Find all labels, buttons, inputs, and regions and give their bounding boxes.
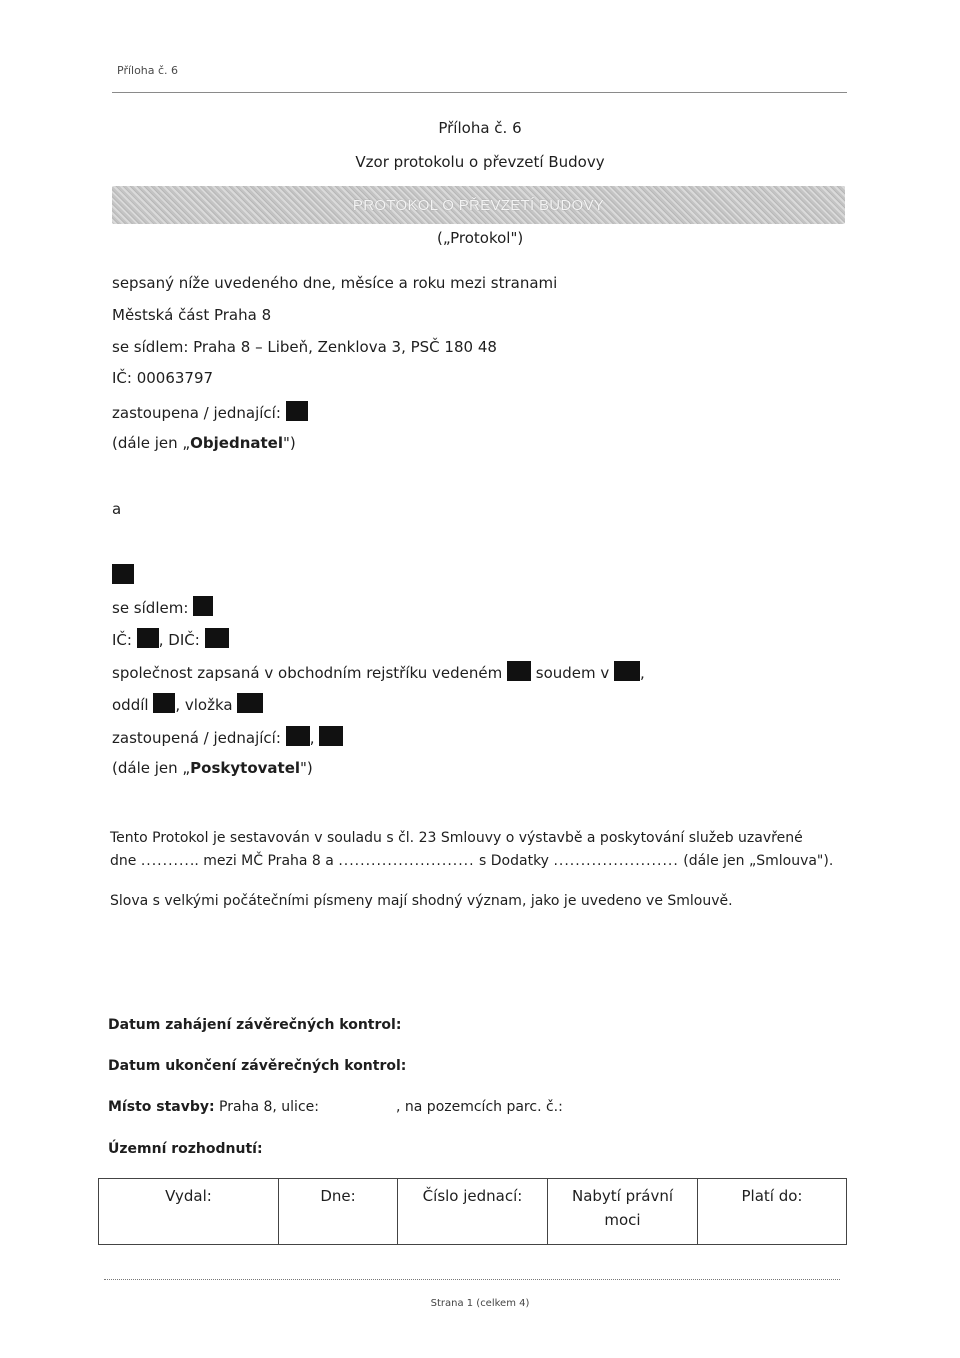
protocol-alias-note: („Protokol") xyxy=(437,229,524,247)
client-seat: se sídlem: Praha 8 – Libeň, Zenklova 3, PSČ 180 48 xyxy=(112,338,497,356)
provider-name-redaction xyxy=(112,564,134,585)
redaction-box xyxy=(193,596,213,616)
redaction-box xyxy=(237,693,263,713)
body-line-1: Tento Protokol je sestavován v souladu s čl. 23 Smlouvy o výstavbě a poskytování služeb uzavřené xyxy=(110,830,803,846)
page-number: Strana 1 (celkem 4) xyxy=(430,1298,530,1309)
body-text: s Dodatky xyxy=(479,853,549,869)
blank-dots: ......................... xyxy=(338,853,475,869)
provider-section-label: oddíl xyxy=(112,696,149,714)
inspection-start-label: Datum zahájení závěrečných kontrol: xyxy=(108,1017,402,1033)
construction-site-value: Praha 8, ulice: xyxy=(219,1099,319,1115)
redaction-box xyxy=(153,693,175,713)
provider-register xyxy=(112,661,645,682)
punctuation: , xyxy=(640,664,645,682)
zoning-decision-label: Územní rozhodnutí: xyxy=(108,1141,263,1157)
footer-divider xyxy=(104,1279,840,1280)
provider-ids xyxy=(112,628,229,649)
provider-dic-label: , DIČ: xyxy=(158,631,200,649)
body-text: dne xyxy=(110,853,137,869)
redaction-box xyxy=(112,564,134,584)
provider-alias-name: Poskytovatel xyxy=(190,759,301,777)
provider-register-court: soudem v xyxy=(535,664,610,682)
provider-representative xyxy=(112,726,343,747)
construction-site xyxy=(108,1099,319,1115)
body-line-3: Slova s velkými počátečními písmeny mají shodný význam, jako je uvedeno ve Smlouvě. xyxy=(110,893,733,909)
provider-register-label: společnost zapsaná v obchodním rejstříku vedeném xyxy=(112,664,503,682)
document-subtitle: Vzor protokolu o převzetí Budovy xyxy=(355,153,605,171)
parties-connector: a xyxy=(112,500,122,518)
header-divider xyxy=(112,92,847,93)
alias-suffix: ") xyxy=(300,759,313,777)
table-header-valid-until: Platí do: xyxy=(698,1179,847,1245)
table-header-legal-effect: Nabytí právní moci xyxy=(548,1179,698,1245)
alias-suffix: ") xyxy=(283,434,296,452)
client-ic: IČ: 00063797 xyxy=(112,369,214,387)
table-header-date: Dne: xyxy=(279,1179,398,1245)
client-alias-name: Objednatel xyxy=(190,434,283,452)
annex-title: Příloha č. 6 xyxy=(438,119,522,137)
alias-prefix: (dále jen „ xyxy=(112,434,191,452)
provider-section xyxy=(112,693,263,714)
body-text: (dále jen „Smlouva"). xyxy=(683,853,834,869)
table-header-reference-number: Číslo jednací: xyxy=(398,1179,548,1245)
construction-site-label: Místo stavby: xyxy=(108,1099,215,1115)
table-row xyxy=(99,1179,847,1245)
redaction-box xyxy=(614,661,640,681)
blank-dots: ....................... xyxy=(553,853,679,869)
header-label: Příloha č. 6 xyxy=(117,64,179,77)
client-alias xyxy=(112,434,296,452)
construction-site-parcel: , na pozemcích parc. č.: xyxy=(396,1099,563,1115)
provider-seat xyxy=(112,596,213,617)
client-representative-label: zastoupena / jednající: xyxy=(112,404,281,422)
protocol-title: PROTOKOL O PŘEVZETÍ BUDOVY xyxy=(352,197,605,214)
provider-alias xyxy=(112,759,313,777)
redaction-box xyxy=(137,628,159,648)
zoning-decision-table xyxy=(98,1178,847,1245)
parties-intro: sepsaný níže uvedeného dne, měsíce a roku mezi stranami xyxy=(112,274,558,292)
punctuation: , xyxy=(309,729,315,747)
redaction-box xyxy=(507,661,531,681)
provider-insert-label: , vložka xyxy=(175,696,233,714)
provider-representative-label: zastoupená / jednající: xyxy=(112,729,281,747)
redaction-box xyxy=(205,628,229,648)
redaction-box xyxy=(286,726,310,746)
alias-prefix: (dále jen „ xyxy=(112,759,191,777)
client-representative xyxy=(112,401,308,422)
provider-ic-label: IČ: xyxy=(112,631,132,649)
client-name: Městská část Praha 8 xyxy=(112,306,272,324)
body-text: .. mezi MČ Praha 8 a xyxy=(189,853,334,869)
blank-dots: ......... xyxy=(140,853,190,869)
redaction-box xyxy=(286,401,308,421)
table-header-issued-by: Vydal: xyxy=(99,1179,279,1245)
redaction-box xyxy=(319,726,343,746)
inspection-end-label: Datum ukončení závěrečných kontrol: xyxy=(108,1058,407,1074)
provider-seat-label: se sídlem: xyxy=(112,599,189,617)
body-line-2 xyxy=(110,853,833,869)
protocol-title-bar xyxy=(112,186,845,224)
